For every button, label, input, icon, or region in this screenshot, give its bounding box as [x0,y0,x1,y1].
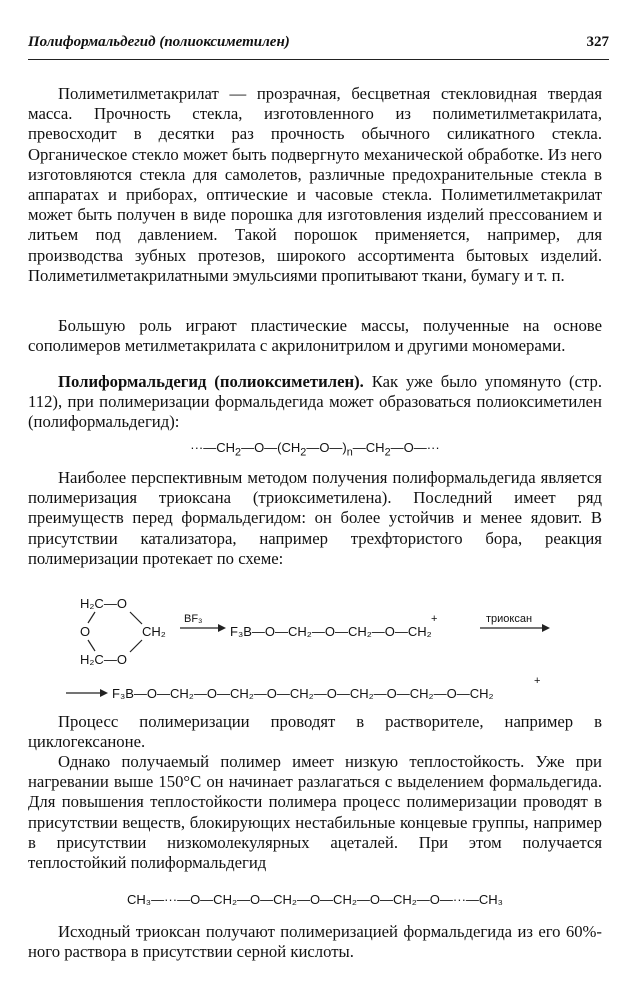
ring-top-label: H₂C—O [80,596,127,611]
paragraph-polyformaldehyde-text: Как уже было упомянуто (стр. 112), при полимеризации формальдегида может образоваться полиоксиметилен (полиформальдегид): [28,372,603,432]
ring-left-oxygen: O [80,624,91,639]
running-title: Полиформальдегид (полиоксиметилен) [28,34,290,50]
paragraph-trioxane-method: Наиболее перспективным методом получения полиформальдегида является полимеризация триоксана (триоксиметилена). Последний имеет ряд преимуществ перед формальдегидом: он более устойчив и менее ядовит. В присутствии катализатора, например трехфтористого бора, реакция полимеризации протекает по схеме: [28,468,602,568]
ring-right-label: CH₂ [142,624,166,639]
scheme-line2-product: F₃B—O—CH₂—O—CH₂—O—CH₂—O—CH₂—O—CH₂—O—CH₂ [112,686,494,701]
page-number: 327 [586,34,609,50]
paragraph-copolymers: Большую роль играют пластические массы, полученные на основе сополимеров метилметакрилата с акрилонитрилом и другими мономерами. [28,316,602,356]
paragraph-solvent: Процесс полимеризации проводят в растворителе, например в циклогексаноне. [28,712,602,752]
end-capped-polymer-formula: CH₃—···—O—CH₂—O—CH₂—O—CH₂—O—CH₂—O—···—CH₃ [127,892,503,907]
scheme-line2-charge: + [534,675,541,687]
polyoxymethylene-formula: $\cdot\cdot\cdot—CH_2—O—(CH_2—O—)_n—CH_2—O—\cdot\cdot\cdot$ [190,440,440,459]
scheme-line1-charge: + [431,613,438,625]
scheme-line1-product: F₃B—O—CH₂—O—CH₂—O—CH₂ [230,624,432,639]
ring-bottom-label: H₂C—O [80,652,127,667]
trioxane-arrow-label: триоксан [486,613,533,625]
paragraph-heat-stability: Однако получаемый полимер имеет низкую теплостойкость. Уже при нагревании выше 150°C он начинает разлагаться с выделением формальдегида. Для повышения теплостойкости полимера процесс полимеризации проводят в присутствии веществ, блокирующих нестабильные концевые группы, например в присутствии низкомолекулярных ацеталей. При этом получается теплостойкий полиформальдегид [28,752,602,873]
catalyst-label: BF₃ [184,613,203,625]
trioxane-ring [80,596,166,667]
paragraph-trioxane-source: Исходный триоксан получают полимеризацией формальдегида из его 60%-ного раствора в присутствии серной кислоты. [28,922,602,962]
section-heading: Полиформальдегид (полиоксиметилен). [58,372,364,391]
paragraph-pmma: Полиметилметакрилат — прозрачная, бесцветная стекловидная твердая масса. Прочность стекла, изготовленного из полиметилметакрилата, превосходит в десятки раз прочность обычного силикатного стекла. Органическое стекло может быть подвергнуто механической обработке. Из него изготовляются стекла для самолетов, различные предохранительные стекла в аппаратах и приборах, оптические и часовые стекла. Полиметилметакрилат может быть получен в виде порошка для изготовления изделий прессованием и литьем под давлением. Такой порошок применяется, например, для производства зубных протезов, широкого ассортимента бытовых изделий. Полиметилметакрилатными эмульсиями пропитывают ткани, бумагу и т. п. [28,84,602,285]
